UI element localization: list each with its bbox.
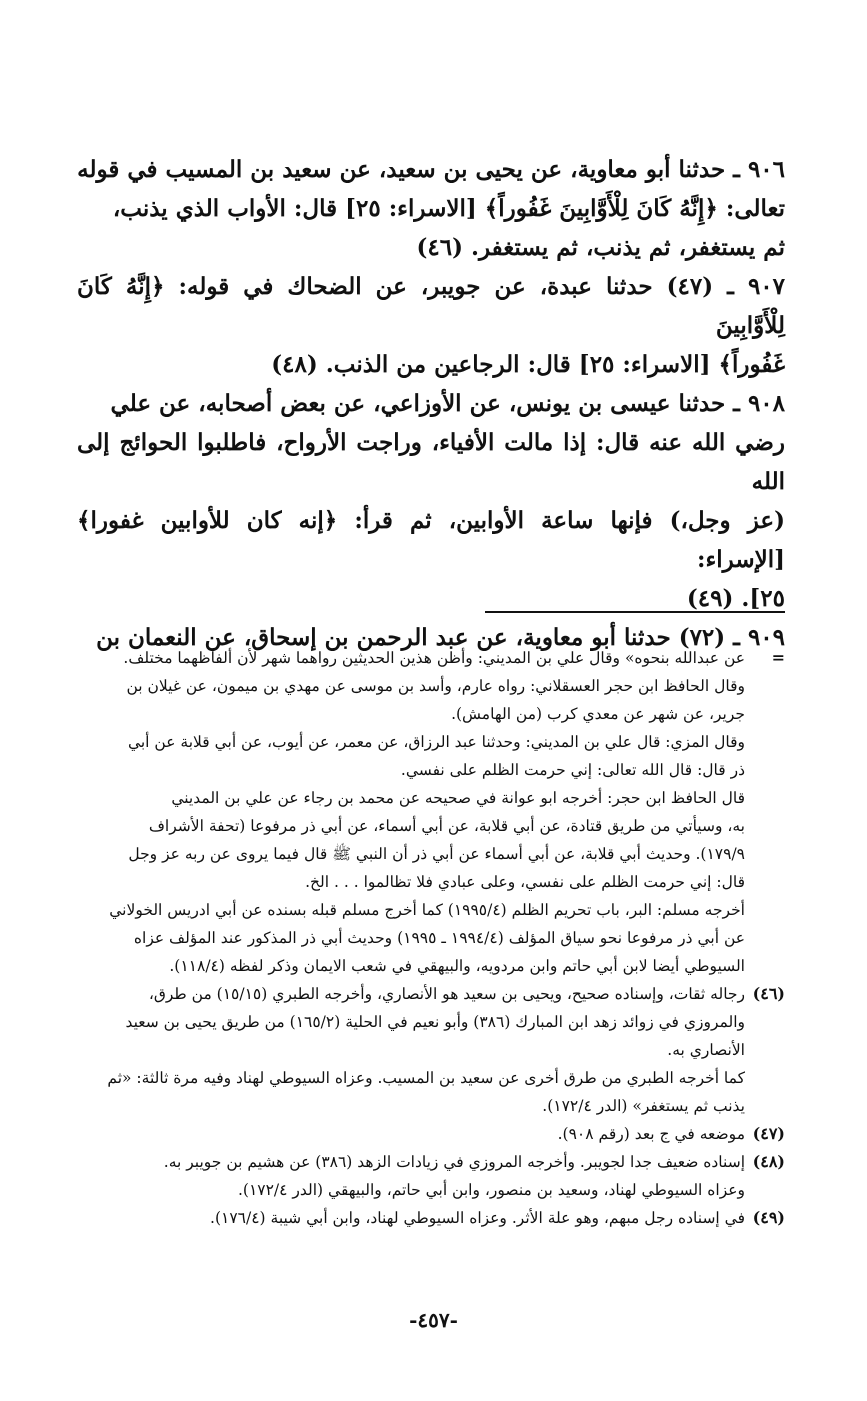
main-text: [77, 150, 785, 657]
footnote-mark: (٤٩): [752, 1208, 785, 1227]
footnote-line: كما أخرجه الطبري من طرق أخرى عن سعيد بن المسيب. وعزاه السيوطي لهناد وفيه مرة ثالثة: «ثم: [107, 1069, 745, 1087]
footnote-48: [85, 1148, 785, 1204]
footnote-line: في إسناده رجل مبهم، وهو علة الأثر. وعزاه السيوطي لهناد، وابن أبي شيبة (١٧٦/٤).: [210, 1209, 745, 1227]
hadith-908-line-1: ٩٠٨ ـ حدثنا عيسى بن يونس، عن الأوزاعي، عن بعض أصحابه، عن علي: [110, 390, 785, 417]
footnote-continuation: [85, 644, 785, 980]
footnote-line: وقال المزي: قال علي بن المديني: وحدثنا عبد الرزاق، عن معمر، عن أيوب، عن أبي قلابة عن أبي: [127, 733, 745, 751]
footnote-body: [85, 644, 745, 980]
footnote-mark: (٤٧): [752, 1124, 785, 1143]
footnote-line: موضعه في ج بعد (رقم ٩٠٨).: [557, 1125, 745, 1143]
footnote-line: عن أبي ذر مرفوعا نحو سياق المؤلف (١٩٩٤/٤ ـ ١٩٩٥) وحديث أبي ذر المذكور عند المؤلف عزاه: [133, 929, 745, 947]
footnote-line: الأنصاري به.: [667, 1041, 745, 1059]
hadith-909-line-1: ٩٠٩ ـ (٧٢) حدثنا أبو معاوية، عن عبد الرحمن بن إسحاق، عن النعمان بن: [96, 624, 785, 651]
hadith-908-line-4: ٢٥]. (٤٩): [686, 585, 785, 612]
hadith-908-line-2: رضي الله عنه قال: إذا مالت الأفياء، وراجت الأرواح، فاطلبوا الحوائج إلى الله: [77, 429, 785, 495]
footnote-body: [85, 980, 745, 1120]
footnote-49: [85, 1204, 785, 1232]
hadith-907-line-1: ٩٠٧ ـ (٤٧) حدثنا عبدة، عن جويبر، عن الضحاك في قوله: ﴿إِنَّهُ كَانَ لِلْأَوَّابِينَ: [77, 273, 785, 339]
footnote-line: جرير، عن شهر عن معدي كرب (من الهامش).: [451, 705, 745, 723]
hadith-907-line-2: غَفُوراً﴾ [الاسراء: ٢٥] قال: الرجاعين من الذنب. (٤٨): [271, 351, 785, 378]
footnote-line: إسناده ضعيف جدا لجويبر. وأخرجه المروزي في زيادات الزهد (٣٨٦) عن هشيم بن جويبر به.: [163, 1153, 745, 1171]
hadith-906-line-2: تعالى: ﴿إِنَّهُ كَانَ لِلْأَوَّابِينَ غَفُوراً﴾ [الاسراء: ٢٥] قال: الأواب الذي يذنب،: [112, 195, 785, 222]
footnote-mark: =: [771, 648, 785, 667]
footnote-line: ذر قال: قال الله تعالى: إني حرمت الظلم على نفسي.: [400, 761, 745, 779]
footnote-body: [85, 1204, 745, 1232]
footnote-47: [85, 1120, 785, 1148]
footnote-line: قال الحافظ ابن حجر: أخرجه ابو عوانة في صحيحه عن محمد بن رجاء عن علي بن المديني: [171, 789, 745, 807]
footnotes: [85, 644, 785, 1232]
footnote-line: السيوطي أيضا لابن أبي حاتم وابن مردويه، والبيهقي في شعب الايمان وذكر لفظه (١١٨/٤).: [169, 957, 745, 975]
footnote-line: أخرجه مسلم: البر، باب تحريم الظلم (١٩٩٥/٤) كما أخرج مسلم قبله بسنده عن أبي ادريس الخولاني: [109, 901, 745, 919]
footnote-line: وعزاه السيوطي لهناد، وسعيد بن منصور، وابن أبي حاتم، والبيهقي (الدر ١٧٢/٤).: [237, 1181, 745, 1199]
footnote-separator: [485, 611, 785, 613]
page-number: -٤٥٧-: [409, 1308, 458, 1332]
footnote-line: قال: إني حرمت الظلم على نفسي، وعلى عبادي فلا تظالموا . . . الخ.: [305, 873, 745, 891]
footnote-body: [85, 1148, 745, 1204]
footnote-line: عن عبدالله بنحوه» وقال علي بن المديني: وأظن هذين الحديثين رواهما شهر لأن ألفاظهما مختلف.: [123, 649, 745, 667]
footnote-line: به، وسيأتي من طريق قتادة، عن أبي قلابة، عن أبي أسماء، عن أبي ذر مرفوعا (تحفة الأشراف: [148, 817, 745, 835]
footnote-46: [85, 980, 785, 1120]
footnote-body: [85, 1120, 745, 1148]
hadith-906-line-1: ٩٠٦ ـ حدثنا أبو معاوية، عن يحيى بن سعيد، عن سعيد بن المسيب في قوله: [77, 156, 785, 183]
footnote-mark: (٤٨): [752, 1152, 785, 1171]
footnote-line: وقال الحافظ ابن حجر العسقلاني: رواه عارم، وأسد بن موسى عن مهدي بن ميمون، عن غيلان بن: [126, 677, 745, 695]
footnote-line: ١٧٩/٩). وحديث أبي قلابة، عن أبي أسماء عن أبي ذر أن النبي ﷺ قال فيما يروى عن ربه عز وجل: [128, 845, 745, 863]
footnote-line: يذنب ثم يستغفر» (الدر ١٧٢/٤).: [542, 1097, 745, 1115]
footnote-line: رجاله ثقات، وإسناده صحيح، ويحيى بن سعيد هو الأنصاري، وأخرجه الطبري (١٥/١٥) من طرق،: [148, 985, 745, 1003]
footnote-mark: (٤٦): [752, 984, 785, 1003]
footnote-line: والمروزي في زوائد زهد ابن المبارك (٣٨٦) وأبو نعيم في الحلية (١٦٥/٢) من طريق يحيى بن سعيد: [125, 1013, 745, 1031]
hadith-906-line-3: ثم يستغفر، ثم يذنب، ثم يستغفر. (٤٦): [416, 234, 785, 261]
hadith-908-line-3: (عز وجل،) فإنها ساعة الأوابين، ثم قرأ: ﴿إنه كان للأوابين غفورا﴾ [الإسراء:: [77, 507, 785, 573]
